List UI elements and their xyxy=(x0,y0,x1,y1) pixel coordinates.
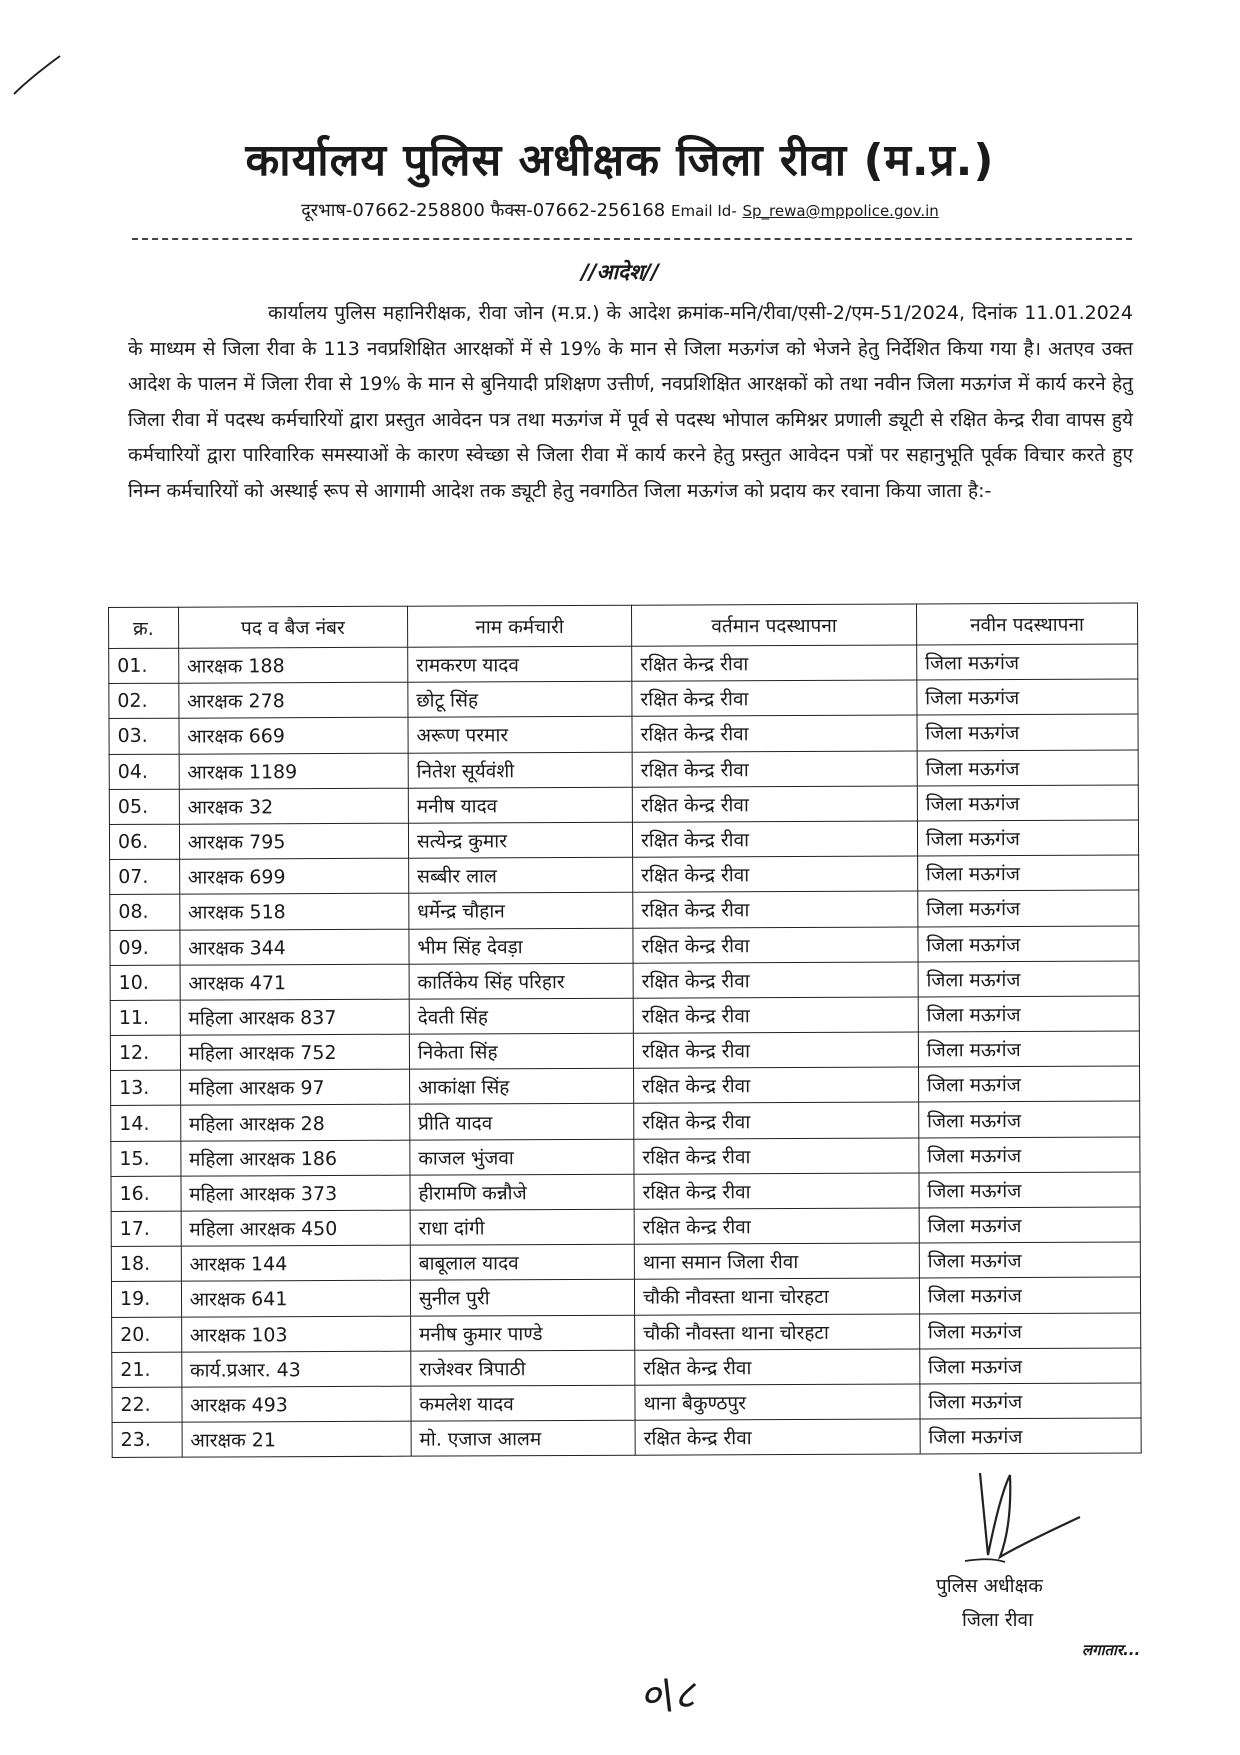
serial-cell: 14. xyxy=(111,1106,181,1141)
current-posting-cell: रक्षित केन्द्र रीवा xyxy=(632,715,917,751)
new-posting-cell: जिला मऊगंज xyxy=(918,961,1139,997)
serial-cell: 17. xyxy=(111,1211,181,1246)
current-posting-cell: चौकी नौवस्ता थाना चोरहटा xyxy=(635,1314,920,1350)
table-row xyxy=(112,1313,1141,1353)
current-posting-cell: रक्षित केन्द्र रीवा xyxy=(632,680,917,716)
new-posting-cell: जिला मऊगंज xyxy=(919,1207,1140,1243)
employee-name-cell: कमलेश यादव xyxy=(411,1385,635,1421)
new-posting-cell: जिला मऊगंज xyxy=(919,1172,1140,1208)
post-badge-cell: महिला आरक्षक 752 xyxy=(180,1034,409,1070)
table-row xyxy=(109,750,1138,790)
serial-cell: 19. xyxy=(111,1282,181,1317)
serial-cell: 22. xyxy=(112,1387,182,1422)
post-badge-cell: आरक्षक 344 xyxy=(180,929,409,965)
signatory-title: पुलिस अधीक्षक xyxy=(936,1575,1043,1597)
current-posting-cell: रक्षित केन्द्र रीवा xyxy=(633,1032,918,1068)
employee-name-cell: छोटू सिंह xyxy=(408,681,632,717)
fax-number: फैक्स-07662-256168 xyxy=(490,200,666,221)
office-title: कार्यालय पुलिस अधीक्षक जिला रीवा (म.प्र.) xyxy=(245,135,995,186)
current-posting-cell: रक्षित केन्द्र रीवा xyxy=(632,786,917,822)
post-badge-cell: आरक्षक 103 xyxy=(181,1316,410,1352)
header-serial: क्र. xyxy=(109,607,179,648)
header-divider xyxy=(132,238,1132,240)
employee-name-cell: हीरामणि कन्नौजे xyxy=(410,1174,634,1210)
table-row xyxy=(111,1137,1140,1177)
post-badge-cell: आरक्षक 32 xyxy=(179,788,408,824)
employee-name-cell: सुनील पुरी xyxy=(410,1280,634,1316)
current-posting-cell: रक्षित केन्द्र रीवा xyxy=(632,645,917,681)
current-posting-cell: रक्षित केन्द्र रीवा xyxy=(633,926,918,962)
employee-name-cell: धर्मेन्द्र चौहान xyxy=(409,893,633,929)
table-row xyxy=(112,1383,1141,1423)
serial-cell: 07. xyxy=(110,859,180,894)
table-row xyxy=(109,679,1138,719)
new-posting-cell: जिला मऊगंज xyxy=(917,855,1138,891)
table-row xyxy=(110,996,1139,1036)
serial-cell: 21. xyxy=(112,1352,182,1387)
order-heading: //आदेश// xyxy=(581,260,659,284)
current-posting-cell: रक्षित केन्द्र रीवा xyxy=(634,1102,919,1138)
employee-name-cell: अरूण परमार xyxy=(408,717,632,753)
contact-line xyxy=(0,198,1240,222)
serial-cell: 01. xyxy=(109,648,179,683)
current-posting-cell: रक्षित केन्द्र रीवा xyxy=(632,751,917,787)
employee-name-cell: प्रीति यादव xyxy=(410,1104,634,1140)
serial-cell: 11. xyxy=(110,1000,180,1035)
post-badge-cell: महिला आरक्षक 450 xyxy=(181,1210,410,1246)
table-row xyxy=(111,1242,1140,1282)
serial-cell: 06. xyxy=(109,824,179,859)
post-badge-cell: महिला आरक्षक 28 xyxy=(180,1105,409,1141)
new-posting-cell: जिला मऊगंज xyxy=(918,926,1139,962)
continued-note: लगातार... xyxy=(1082,1641,1141,1659)
signatory-district: जिला रीवा xyxy=(962,1609,1034,1631)
staff-transfer-table xyxy=(108,603,1142,1459)
employee-name-cell: सब्बीर लाल xyxy=(408,857,632,893)
table-row xyxy=(110,961,1139,1001)
current-posting-cell: रक्षित केन्द्र रीवा xyxy=(633,891,918,927)
serial-cell: 18. xyxy=(111,1246,181,1281)
table-row xyxy=(112,1348,1141,1388)
new-posting-cell: जिला मऊगंज xyxy=(920,1418,1141,1454)
post-badge-cell: आरक्षक 518 xyxy=(179,894,408,930)
current-posting-cell: रक्षित केन्द्र रीवा xyxy=(633,856,918,892)
employee-name-cell: निकेता सिंह xyxy=(409,1033,633,1069)
current-posting-cell: रक्षित केन्द्र रीवा xyxy=(633,821,918,857)
email-label: Email Id- xyxy=(670,202,737,220)
employee-name-cell: सत्येन्द्र कुमार xyxy=(408,822,632,858)
new-posting-cell: जिला मऊगंज xyxy=(919,1313,1140,1349)
new-posting-cell: जिला मऊगंज xyxy=(919,1137,1140,1173)
employee-name-cell: नितेश सूर्यवंशी xyxy=(408,752,632,788)
table-row xyxy=(109,644,1138,684)
employee-name-cell: कार्तिकेय सिंह परिहार xyxy=(409,963,633,999)
table-row xyxy=(111,1277,1140,1317)
pen-tick-mark xyxy=(10,50,70,100)
employee-name-cell: मनीष यादव xyxy=(408,787,632,823)
new-posting-cell: जिला मऊगंज xyxy=(919,1242,1140,1278)
phone-number: दूरभाष-07662-258800 xyxy=(301,200,485,221)
new-posting-cell: जिला मऊगंज xyxy=(920,1383,1141,1419)
signature-mark xyxy=(930,1465,1100,1575)
post-badge-cell: आरक्षक 1189 xyxy=(179,753,408,789)
table-row xyxy=(110,926,1139,966)
current-posting-cell: रक्षित केन्द्र रीवा xyxy=(634,1173,919,1209)
post-badge-cell: आरक्षक 21 xyxy=(182,1421,411,1457)
new-posting-cell: जिला मऊगंज xyxy=(918,1101,1139,1137)
serial-cell: 10. xyxy=(110,965,180,1000)
current-posting-cell: रक्षित केन्द्र रीवा xyxy=(634,1138,919,1174)
post-badge-cell: महिला आरक्षक 97 xyxy=(180,1069,409,1105)
current-posting-cell: रक्षित केन्द्र रीवा xyxy=(634,1208,919,1244)
new-posting-cell: जिला मऊगंज xyxy=(917,644,1138,680)
new-posting-cell: जिला मऊगंज xyxy=(917,714,1138,750)
employee-name-cell: मनीष कुमार पाण्डे xyxy=(410,1315,634,1351)
current-posting-cell: रक्षित केन्द्र रीवा xyxy=(635,1349,920,1385)
table-row xyxy=(111,1066,1140,1106)
post-badge-cell: आरक्षक 144 xyxy=(181,1245,410,1281)
header-new-posting: नवीन पदस्थापना xyxy=(916,603,1137,645)
order-body-text: कार्यालय पुलिस महानिरीक्षक, रीवा जोन (म.प्र.) के आदेश क्रमांक-मनि/रीवा/एसी-2/एम-51/2024, दिनांक 11.01.2024 के माध्यम से जिला रीवा के 113 नवप्रशिक्षित आरक्षकों में से 19% के मान से जिला मऊगंज को भेजने हेतु निर्देशित किया गया है। अतएव उक्त आदेश के पालन में जिला रीवा से 19% के मान से बुनियादी प्रशिक्षण उत्तीर्ण, नवप्रशिक्षित आरक्षकों को तथा नवीन जिला मऊगंज में कार्य करने हेतु जिला रीवा में पदस्थ कर्मचारियों द्वारा प्रस्तुत आवेदन पत्र तथा मऊगंज में पूर्व से पदस्थ भोपाल कमिश्नर प्रणाली ड्यूटी से रक्षित केन्द्र रीवा वापस हुये कर्मचारियों द्वारा पारिवारिक समस्याओं के कारण स्वेच्छा से जिला रीवा में कार्य करने हेतु प्रस्तुत आवेदन पत्रों पर सहानुभूति पूर्वक विचार करते हुए निम्न कर्मचारियों को अस्थाई रूप से आगामी आदेश तक ड्यूटी हेतु नवगठित जिला मऊगंज को प्रदाय कर रवाना किया जाता है:- xyxy=(128,302,1133,502)
serial-cell: 03. xyxy=(109,719,179,754)
current-posting-cell: रक्षित केन्द्र रीवा xyxy=(635,1419,920,1455)
current-posting-cell: चौकी नौवस्ता थाना चोरहटा xyxy=(635,1278,920,1314)
post-badge-cell: आरक्षक 493 xyxy=(182,1386,411,1422)
post-badge-cell: कार्य.प्रआर. 43 xyxy=(181,1351,410,1387)
post-badge-cell: आरक्षक 278 xyxy=(179,682,408,718)
new-posting-cell: जिला मऊगंज xyxy=(920,1348,1141,1384)
employee-name-cell: भीम सिंह देवड़ा xyxy=(409,928,633,964)
table-row xyxy=(112,1418,1141,1458)
header-post-badge: पद व बैज नंबर xyxy=(178,606,407,648)
page-number: ०\८ xyxy=(640,1672,696,1718)
table-header-row xyxy=(109,603,1138,648)
table-body xyxy=(109,644,1142,1458)
employee-name-cell: रामकरण यादव xyxy=(408,646,632,682)
table-row xyxy=(110,855,1139,895)
serial-cell: 08. xyxy=(110,895,180,930)
current-posting-cell: रक्षित केन्द्र रीवा xyxy=(633,962,918,998)
post-badge-cell: आरक्षक 795 xyxy=(179,823,408,859)
current-posting-cell: थाना बैकुण्ठपुर xyxy=(635,1384,920,1420)
current-posting-cell: रक्षित केन्द्र रीवा xyxy=(633,997,918,1033)
employee-name-cell: देवती सिंह xyxy=(409,998,633,1034)
employee-name-cell: राजेश्वर त्रिपाठी xyxy=(411,1350,635,1386)
post-badge-cell: आरक्षक 188 xyxy=(178,647,407,683)
new-posting-cell: जिला मऊगंज xyxy=(917,750,1138,786)
new-posting-cell: जिला मऊगंज xyxy=(918,1031,1139,1067)
header-employee-name: नाम कर्मचारी xyxy=(407,605,631,647)
new-posting-cell: जिला मऊगंज xyxy=(917,820,1138,856)
current-posting-cell: थाना समान जिला रीवा xyxy=(634,1243,919,1279)
post-badge-cell: महिला आरक्षक 186 xyxy=(181,1140,410,1176)
post-badge-cell: महिला आरक्षक 373 xyxy=(181,1175,410,1211)
serial-cell: 05. xyxy=(109,789,179,824)
table-row xyxy=(109,785,1138,825)
employee-name-cell: काजल भुंजवा xyxy=(410,1139,634,1175)
table-row xyxy=(110,1031,1139,1071)
serial-cell: 20. xyxy=(112,1317,182,1352)
serial-cell: 02. xyxy=(109,683,179,718)
table-row xyxy=(110,890,1139,930)
current-posting-cell: रक्षित केन्द्र रीवा xyxy=(634,1067,919,1103)
employee-name-cell: मो. एजाज आलम xyxy=(411,1420,635,1456)
header-current-posting: वर्तमान पदस्थापना xyxy=(632,604,917,646)
post-badge-cell: महिला आरक्षक 837 xyxy=(180,999,409,1035)
table-row xyxy=(109,820,1138,860)
table-row xyxy=(111,1207,1140,1247)
serial-cell: 12. xyxy=(110,1035,180,1070)
new-posting-cell: जिला मऊगंज xyxy=(917,785,1138,821)
employee-name-cell: राधा दांगी xyxy=(410,1209,634,1245)
table-row xyxy=(111,1101,1140,1141)
post-badge-cell: आरक्षक 669 xyxy=(179,718,408,754)
new-posting-cell: जिला मऊगंज xyxy=(917,679,1138,715)
employee-name-cell: आकांक्षा सिंह xyxy=(409,1068,633,1104)
serial-cell: 23. xyxy=(112,1422,182,1457)
email-link[interactable]: Sp_rewa@mppolice.gov.in xyxy=(742,202,939,220)
post-badge-cell: आरक्षक 471 xyxy=(180,964,409,1000)
serial-cell: 15. xyxy=(111,1141,181,1176)
table-row xyxy=(109,714,1138,754)
new-posting-cell: जिला मऊगंज xyxy=(918,1066,1139,1102)
new-posting-cell: जिला मऊगंज xyxy=(919,1277,1140,1313)
serial-cell: 04. xyxy=(109,754,179,789)
serial-cell: 09. xyxy=(110,930,180,965)
post-badge-cell: आरक्षक 641 xyxy=(181,1281,410,1317)
serial-cell: 13. xyxy=(111,1070,181,1105)
table-row xyxy=(111,1172,1140,1212)
new-posting-cell: जिला मऊगंज xyxy=(918,996,1139,1032)
serial-cell: 16. xyxy=(111,1176,181,1211)
new-posting-cell: जिला मऊगंज xyxy=(918,890,1139,926)
employee-name-cell: बाबूलाल यादव xyxy=(410,1244,634,1280)
post-badge-cell: आरक्षक 699 xyxy=(179,858,408,894)
